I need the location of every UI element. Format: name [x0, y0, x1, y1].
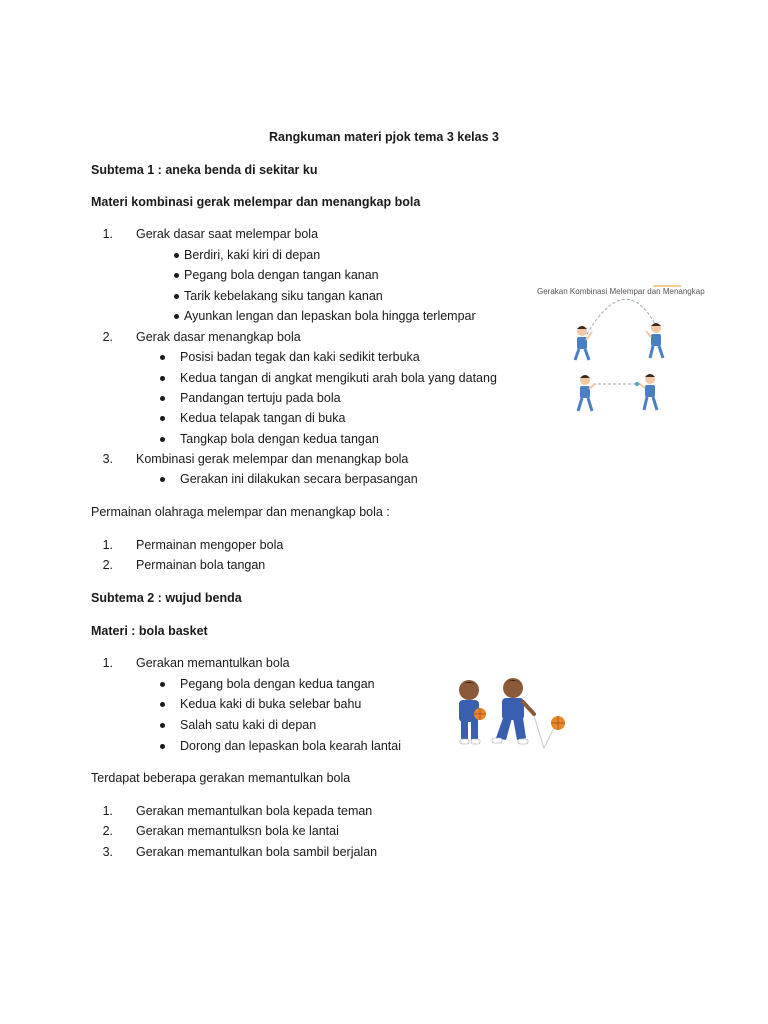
bullet-icon: [160, 437, 165, 442]
memantulkan-heading: Terdapat beberapa gerakan memantulkan bola: [91, 771, 351, 785]
bullet-icon: [174, 314, 179, 319]
bullet-icon: [174, 253, 179, 258]
bullet-icon: [160, 376, 165, 381]
list-number: 1.: [102, 538, 113, 552]
bullet-icon: [160, 744, 165, 749]
bullet-icon: [160, 477, 165, 482]
bullet-icon: [174, 273, 179, 278]
bullet-text: Gerakan ini dilakukan secara berpasangan: [180, 472, 418, 486]
bullet-text: Kedua tangan di angkat mengikuti arah bola yang datang: [180, 371, 497, 385]
bullet-text: Tangkap bola dengan kedua tangan: [180, 432, 379, 446]
bullet-text: Pegang bola dengan tangan kanan: [184, 268, 379, 282]
list-label: Kombinasi gerak melempar dan menangkap bola: [136, 452, 409, 466]
list-number: 1.: [102, 804, 113, 818]
subtema-2-heading: Subtema 2 : wujud benda: [91, 591, 242, 605]
list-label: Permainan mengoper bola: [136, 538, 284, 552]
permainan-heading: Permainan olahraga melempar dan menangkap bola :: [91, 505, 390, 519]
figure-caption: Gerakan Kombinasi Melempar dan Menangkap: [537, 287, 705, 296]
bullet-text: Salah satu kaki di depan: [180, 718, 317, 732]
list-label: Permainan bola tangan: [136, 558, 266, 572]
subtema-1-heading: Subtema 1 : aneka benda di sekitar ku: [91, 163, 318, 177]
bullet-text: Tarik kebelakang siku tangan kanan: [184, 289, 383, 303]
list-number: 2.: [102, 330, 113, 344]
list-label: Gerak dasar saat melempar bola: [136, 227, 319, 241]
list-label: Gerak dasar menangkap bola: [136, 330, 301, 344]
bullet-text: Posisi badan tegak dan kaki sedikit terbuka: [180, 350, 420, 364]
bullet-icon: [160, 723, 165, 728]
basketball-dribble-illustration: [446, 676, 576, 756]
list-number: 2.: [102, 824, 113, 838]
bullet-icon: [160, 355, 165, 360]
bullet-icon: [160, 396, 165, 401]
list-number: 1.: [102, 656, 113, 670]
bullet-text: Kedua kaki di buka selebar bahu: [180, 697, 362, 711]
list-label: Gerakan memantulkan bola sambil berjalan: [136, 845, 378, 859]
bullet-text: Berdiri, kaki kiri di depan: [184, 248, 321, 262]
list-number: 3.: [102, 452, 113, 466]
bullet-text: Pegang bola dengan kedua tangan: [180, 677, 375, 691]
list-number: 3.: [102, 845, 113, 859]
bullet-icon: [160, 702, 165, 707]
list-label: Gerakan memantulkan bola: [136, 656, 290, 670]
bullet-icon: [160, 682, 165, 687]
list-number: 1.: [102, 227, 113, 241]
document-title: Rangkuman materi pjok tema 3 kelas 3: [269, 130, 499, 144]
materi-2-heading: Materi : bola basket: [91, 624, 208, 638]
bullet-text: Dorong dan lepaskan bola kearah lantai: [180, 739, 401, 753]
bullet-text: Ayunkan lengan dan lepaskan bola hingga terlempar: [184, 309, 476, 323]
list-number: 2.: [102, 558, 113, 572]
materi-1-heading: Materi kombinasi gerak melempar dan menangkap bola: [91, 195, 421, 209]
bullet-text: Kedua telapak tangan di buka: [180, 411, 346, 425]
throw-catch-illustration: [555, 280, 735, 430]
bullet-text: Pandangan tertuju pada bola: [180, 391, 341, 405]
list-label: Gerakan memantulkan bola kepada teman: [136, 804, 373, 818]
bullet-icon: [160, 416, 165, 421]
bullet-icon: [174, 294, 179, 299]
list-label: Gerakan memantulksn bola ke lantai: [136, 824, 339, 838]
